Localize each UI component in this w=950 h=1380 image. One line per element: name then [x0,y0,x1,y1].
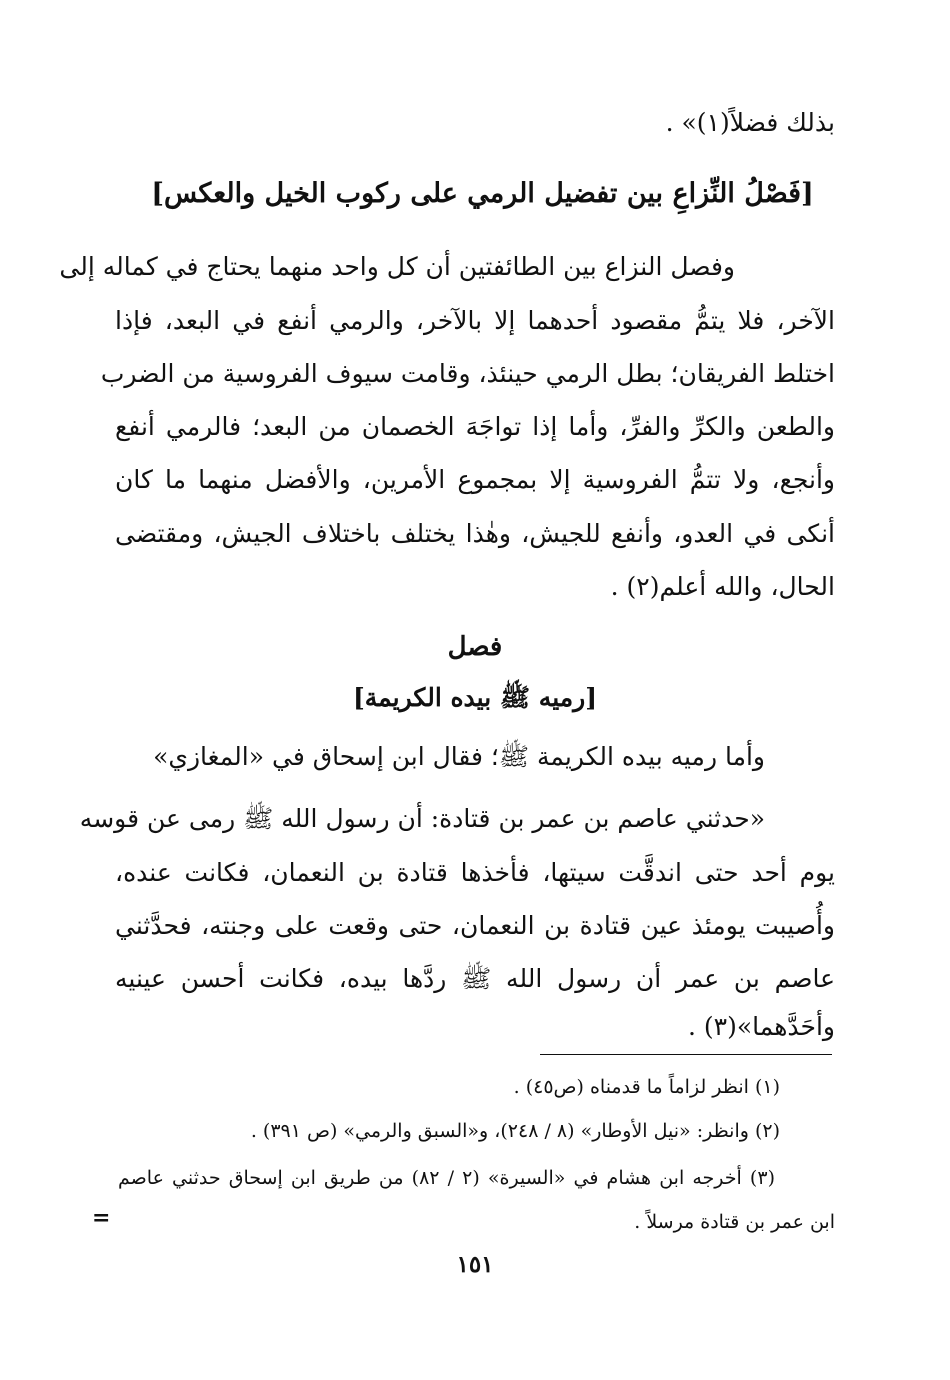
section-heading-nizaa: [فَصْلُ النِّزاعِ بين تفضيل الرمي على ركوب الخيل والعكس] [151,178,814,209]
footnote-2: (٢) وانظر: «نيل الأوطار» (٨ / ٢٤٨)، و«السبق والرمي» (ص ٣٩١) . [250,1120,780,1142]
paragraph-line: الحال، والله أعلم(٢) . [610,572,835,601]
footnote-3: (٣) أخرجه ابن هشام في «السيرة» (٢ / ٨٢) من طريق ابن إسحاق حدثني عاصم [118,1167,775,1189]
paragraph-line: وأنجع، ولا تتمُّ الفروسية إلا بمجموع الأمرين، والأفضل منهما ما كان [115,465,835,494]
footnote-separator [540,1054,832,1055]
footnote-1: (١) انظر لزاماً ما قدمناه (ص٤٥) . [513,1076,780,1098]
section-title: فصل [447,632,503,662]
quote-line: وأُصيبت يومئذ عين قتادة بن النعمان، حتى وقعت على وجنته، فحدَّثني [115,911,835,940]
paragraph-line: اختلط الفريقان؛ بطل الرمي حينئذ، وقامت سيوف الفروسية من الضرب [100,359,835,388]
quote-line: عاصم بن عمر أن رسول الله ﷺ ردَّها بيده، فكانت أحسن عينيه [115,964,835,993]
paragraph-line: الآخر، فلا يتمُّ مقصود أحدهما إلا بالآخر، والرمي أنفع في البعد، فإذا [115,306,835,335]
paragraph-line: وفصل النزاع بين الطائفتين أن كل واحد منهما يحتاج في كماله إلى [59,252,735,281]
section-subtitle: [رميه ﷺ بيده الكريمة] [352,683,598,712]
intro-line: وأما رميه بيده الكريمة ﷺ؛ فقال ابن إسحاق في «المغازي» [153,742,765,771]
paragraph-line: أنكى في العدو، وأنفع للجيش، وهٰذا يختلف باختلاف الجيش، ومقتضى [115,519,835,548]
page-number: ١٥١ [456,1251,494,1278]
paragraph-line: والطعن والكرِّ والفرِّ، وأما إذا تواجَهَ الخصمان من البعد؛ فالرمي أنفع [115,412,835,441]
quote-line: يوم أحد حتى اندقَّت سيتها، فأخذها قتادة بن النعمان، فكانت عنده، [115,858,835,887]
opening-line: بذلك فضلاً(١)» . [665,108,835,137]
footnote-3-continued: ابن عمر بن قتادة مرسلاً . [634,1211,835,1233]
quote-line: «حدثني عاصم بن عمر بن قتادة: أن رسول الله ﷺ رمى عن قوسه [79,804,765,833]
continuation-mark: = [92,1205,111,1231]
quote-line: وأحَدَّهما»(٣) . [688,1012,835,1041]
